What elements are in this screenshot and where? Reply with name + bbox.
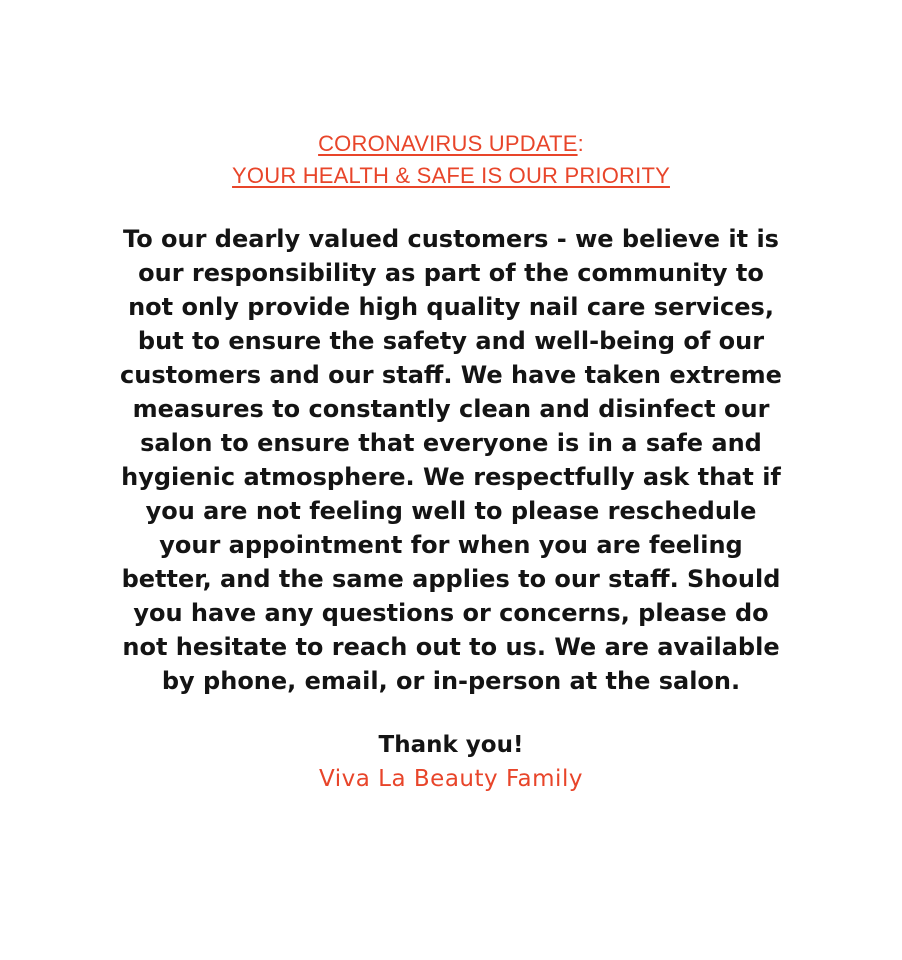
message-line: your appointment for when you are feeling <box>159 531 743 559</box>
message-line: by phone, email, or in-person at the salon. <box>161 667 741 695</box>
heading-colon: : <box>577 131 584 156</box>
message-line: better, and the same applies to our staff. Should <box>121 565 781 593</box>
message-line: not hesitate to reach out to us. We are available <box>122 633 780 661</box>
heading-subtitle: YOUR HEALTH & SAFE IS OUR PRIORITY <box>232 163 670 188</box>
message-body <box>98 222 804 698</box>
heading-line-2 <box>0 161 902 191</box>
closing-thanks: Thank you! <box>378 732 524 758</box>
heading-title: CORONAVIRUS UPDATE <box>318 131 578 156</box>
message-line: not only provide high quality nail care services, <box>128 293 774 321</box>
message-line: To our dearly valued customers - we believe it is <box>123 225 779 253</box>
message-line: measures to constantly clean and disinfect our <box>132 395 770 423</box>
message-line: but to ensure the safety and well-being of our <box>137 327 765 355</box>
heading-line-1 <box>0 129 902 159</box>
message-line: our responsibility as part of the community to <box>138 259 764 287</box>
message-line: you have any questions or concerns, please do <box>133 599 769 627</box>
message-line: salon to ensure that everyone is in a safe and <box>140 429 762 457</box>
message-line: customers and our staff. We have taken extreme <box>120 361 782 389</box>
signature: Viva La Beauty Family <box>319 766 583 792</box>
message-line: hygienic atmosphere. We respectfully ask that if <box>121 463 781 491</box>
message-line: you are not feeling well to please reschedule <box>145 497 757 525</box>
